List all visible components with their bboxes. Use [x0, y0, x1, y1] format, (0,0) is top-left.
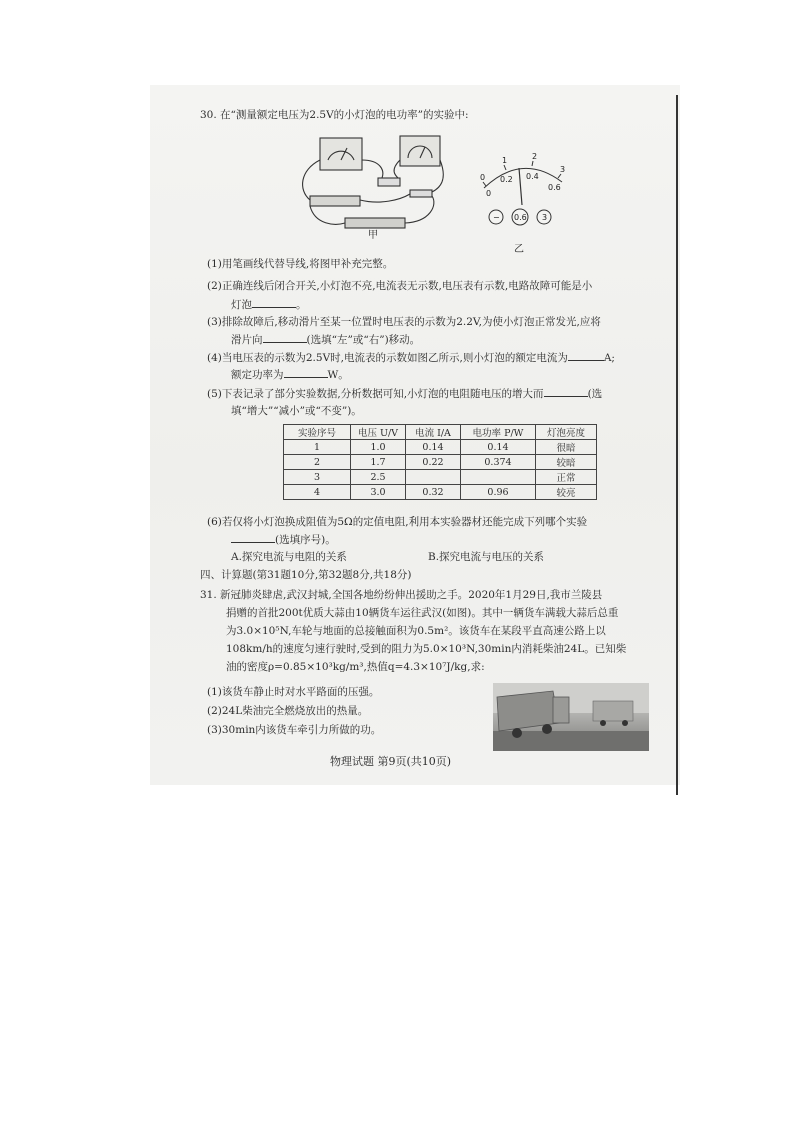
- table-cell: 3.0: [351, 485, 406, 500]
- q30-part2-line2: 灯泡 。: [231, 299, 307, 311]
- q30-part3-line1: (3)排除故障后,移动滑片至某一位置时电压表的示数为2.2V,为使小灯泡正常发光,应将: [207, 316, 601, 328]
- table-cell: 2.5: [351, 470, 406, 485]
- q30-part5-line2: 填“增大”“减小”或“不变”)。: [231, 405, 362, 417]
- lamp-holder: [378, 178, 400, 186]
- q31-sub2: (2)24L柴油完全燃烧放出的热量。: [207, 705, 369, 717]
- circuit-figure: [290, 130, 450, 240]
- table-cell: [461, 470, 536, 485]
- answer-blank: [568, 350, 604, 361]
- scale-bottom-0-6: 0.6: [548, 183, 561, 192]
- q30-part2-line1: (2)正确连线后闭合开关,小灯泡不亮,电流表无示数,电压表有示数,电路故障可能是小: [207, 280, 593, 292]
- table-cell: 0.14: [406, 440, 461, 455]
- trucks-photo: [493, 683, 649, 751]
- table-cell: 3: [284, 470, 351, 485]
- table-cell: 正常: [536, 470, 597, 485]
- scale-top-3: 3: [560, 165, 566, 174]
- q30-part1: (1)用笔画线代替导线,将图甲补充完整。: [207, 258, 394, 270]
- q30-part5-line1: (5)下表记录了部分实验数据,分析数据可知,小灯泡的电阻随电压的增大而 (选: [207, 388, 603, 400]
- dial-needle: [519, 168, 522, 205]
- q31-sub1: (1)该货车静止时对水平路面的压强。: [207, 686, 380, 698]
- table-cell: 0.32: [406, 485, 461, 500]
- rheostat: [310, 196, 360, 206]
- terminal-label-0-6: 0.6: [514, 213, 527, 222]
- figure-label-jia: 甲: [368, 230, 378, 240]
- table-row: [284, 470, 597, 485]
- table-cell: 2: [284, 455, 351, 470]
- q31-line1: 31. 新冠肺炎肆虐,武汉封城,全国各地纷纷伸出援助之手。2020年1月29日,我市兰陵县: [200, 589, 603, 601]
- table-cell: 0.22: [406, 455, 461, 470]
- answer-blank: [263, 332, 307, 343]
- table-header: 电流 I/A: [406, 425, 461, 440]
- ammeter-body: [320, 138, 362, 170]
- truck-far: [593, 701, 633, 721]
- table-cell: 较暗: [536, 455, 597, 470]
- terminal-label-minus: −: [493, 213, 500, 222]
- table-row: [284, 440, 597, 455]
- table-cell: [406, 470, 461, 485]
- q31-sub3: (3)30min内该货车牵引力所做的功。: [207, 724, 382, 736]
- q30-part6-line2: (选填序号)。: [231, 532, 336, 547]
- scale-bottom-0-2: 0.2: [500, 175, 513, 184]
- table-cell: 1.7: [351, 455, 406, 470]
- option-a: A.探究电流与电阻的关系: [231, 551, 347, 563]
- scale-top-2: 2: [532, 152, 538, 161]
- answer-blank: [544, 386, 588, 397]
- scale-bottom-0-4: 0.4: [526, 172, 539, 181]
- table-cell: 0.14: [461, 440, 536, 455]
- q31-line4: 108km/h的速度匀速行驶时,受到的阻力为5.0×10³N,30min内消耗柴油24L。已知柴: [226, 643, 627, 655]
- q31-line3: 为3.0×10⁵N,车轮与地面的总接触面积为0.5m²。该货车在某段平直高速公路上以: [226, 625, 606, 637]
- table-cell: 1.0: [351, 440, 406, 455]
- voltmeter-body: [400, 136, 440, 166]
- battery-box: [345, 218, 405, 228]
- section-heading: 四、计算题(第31题10分,第32题8分,共18分): [200, 569, 412, 581]
- table-row: [284, 455, 597, 470]
- q30-title: 30. 在“测量额定电压为2.5V的小灯泡的电功率”的实验中:: [200, 109, 469, 121]
- option-b: B.探究电流与电压的关系: [428, 551, 545, 563]
- table-cell: 0.96: [461, 485, 536, 500]
- table-cell: 很暗: [536, 440, 597, 455]
- page-footer: 物理试题 第9页(共10页): [330, 755, 452, 768]
- switch: [410, 190, 432, 197]
- table-row: [284, 485, 597, 500]
- q31-line5: 油的密度ρ=0.85×10³kg/m³,热值q=4.3×10⁷J/kg,求:: [226, 661, 485, 673]
- scale-bottom-0: 0: [486, 189, 492, 198]
- margin-rule: [676, 95, 678, 795]
- ammeter-reading-figure: [472, 150, 572, 260]
- terminal-label-3: 3: [542, 213, 548, 222]
- table-cell: 较亮: [536, 485, 597, 500]
- table-header: 灯泡亮度: [536, 425, 597, 440]
- scale-top-0: 0: [480, 173, 486, 182]
- figure-label-yi: 乙: [514, 244, 524, 255]
- q30-part4-line1: (4)当电压表的示数为2.5V时,电流表的示数如图乙所示,则小灯泡的额定电流为 A;: [207, 352, 615, 364]
- table-header: 电压 U/V: [351, 425, 406, 440]
- table-header-row: [284, 425, 597, 440]
- table-header: 实验序号: [284, 425, 351, 440]
- q31-line2: 捐赠的首批200t优质大蒜由10辆货车运往武汉(如图)。其中一辆货车满载大蒜后总重: [226, 607, 619, 619]
- scale-top-1: 1: [502, 156, 508, 165]
- table-header: 电功率 P/W: [461, 425, 536, 440]
- answer-blank: [284, 367, 328, 378]
- answer-blank: [231, 532, 275, 543]
- experiment-table: [283, 424, 597, 500]
- q30-part4-line2: 额定功率为 W。: [231, 369, 349, 381]
- truck-cab: [553, 697, 569, 723]
- q30-part3-line2: 滑片向 (选填“左”或“右”)移动。: [231, 334, 421, 346]
- table-cell: 0.374: [461, 455, 536, 470]
- table-cell: 1: [284, 440, 351, 455]
- table-cell: 4: [284, 485, 351, 500]
- answer-blank: [252, 297, 296, 308]
- q30-part6-line1: (6)若仅将小灯泡换成阻值为5Ω的定值电阻,利用本实验器材还能完成下列哪个实验: [207, 516, 588, 528]
